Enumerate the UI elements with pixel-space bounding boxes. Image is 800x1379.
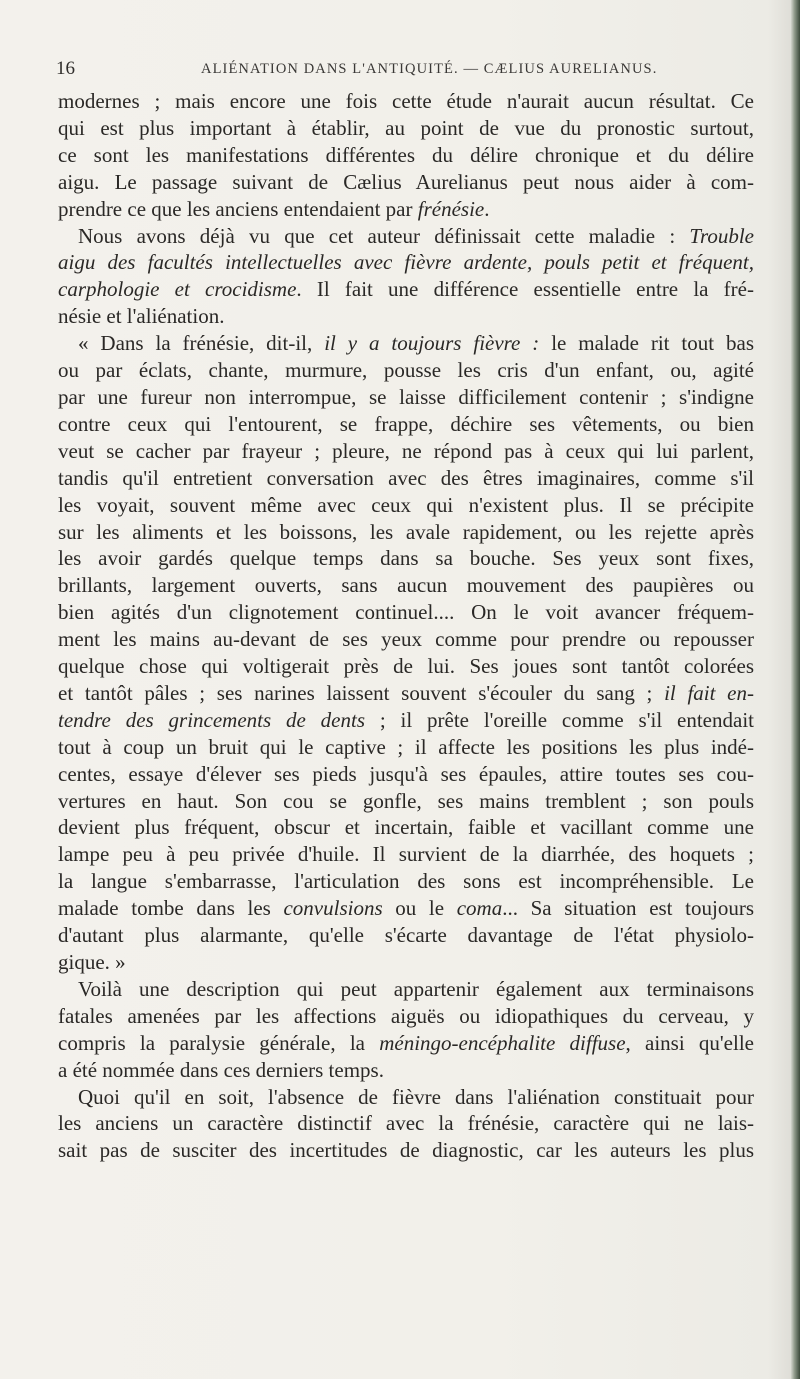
text-segment: les avoir gardés quelque temps dans sa bouche. Ses yeux sont fixes, [58,546,754,571]
text-segment: compris la paralysie générale, la [58,1030,380,1055]
text-line [58,1137,754,1164]
text-line [58,276,754,303]
text-segment: tout à coup un bruit qui le captive ; il affecte les positions les plus indé- [58,734,754,759]
text-segment: « Dans la frénésie, dit-il, [78,331,325,356]
text-line [58,545,754,572]
text-line [58,761,754,788]
text-line [58,626,754,653]
text-segment: bien agités d'un clignotement continuel.... On le voit avancer fréquem- [58,600,754,625]
text-segment: Nous avons déjà vu que cet auteur définissait cette maladie : [78,223,690,248]
text-line [58,519,754,546]
text-line [58,680,754,707]
text-segment: quelque chose qui voltigerait près de lui. Ses joues sont tantôt colorées [58,654,754,679]
text-segment: modernes ; mais encore une fois cette étude n'aurait aucun résultat. Ce [58,89,754,113]
text-line [58,88,754,115]
text-line [58,115,754,142]
text-line [58,922,754,949]
body-text [58,88,754,1164]
text-segment: gique. » [58,950,126,974]
text-line [58,465,754,492]
italic-text: aigu des facultés intellectuelles avec fièvre ardente, pouls petit et fréquent, [58,250,754,275]
text-line [58,868,754,895]
text-line [58,492,754,519]
text-segment: Voilà une description qui peut appartenir également aux terminaisons [78,976,754,1001]
text-line [58,788,754,815]
text-segment: malade tombe dans les [58,896,284,921]
italic-text: méningo-encéphalite diffuse [379,1030,626,1055]
text-segment: vertures en haut. Son cou se gonfle, ses mains tremblent ; son pouls [58,788,754,813]
text-line [58,653,754,680]
text-segment: d'autant plus alarmante, qu'elle s'écarte davantage de l'état physiolo- [58,923,754,948]
italic-text: coma [456,896,503,921]
text-segment: et tantôt pâles ; ses narines laissent souvent s'écouler du sang ; [58,680,665,705]
text-line [58,841,754,868]
text-segment: tandis qu'il entretient conversation avec des êtres imaginaires, comme s'il [58,465,754,490]
italic-text: il fait en- [664,680,754,705]
text-segment: lampe peu à peu privée d'huile. Il survient de la diarrhée, des hoquets ; [58,842,754,867]
text-segment: les voyait, souvent même avec ceux qui n'existent plus. Il se précipite [58,492,754,517]
text-segment: le malade rit tout bas [539,331,754,356]
text-line [58,142,754,169]
text-segment: a été nommée dans ces derniers temps. [58,1057,384,1082]
text-line [58,438,754,465]
text-segment: . Il fait une différence essentielle entre la fré- [296,277,754,302]
text-segment: centes, essaye d'élever ses pieds jusqu'à ses épaules, attire toutes ses cou- [58,761,754,786]
text-line [58,734,754,761]
text-line [58,1003,754,1030]
text-segment: . [484,196,490,221]
italic-text: frénésie [417,196,485,221]
text-segment: les anciens un caractère distinctif avec la frénésie, caractère qui ne lais- [58,1111,754,1136]
running-head: ALIÉNATION DANS L'ANTIQUITÉ. — CÆLIUS AURELIANUS. [201,61,658,77]
italic-text: convulsions [283,896,383,921]
text-line [58,169,754,196]
text-line [58,249,754,276]
text-line [58,223,754,250]
text-segment: aigu. Le passage suivant de Cælius Aurelianus peut nous aider à com- [58,169,754,194]
text-segment: ce sont les manifestations différentes du délire chronique et du délire [58,142,754,167]
text-segment: qui est plus important à établir, au point de vue du pronostic surtout, [58,115,754,140]
text-segment: fatales amenées par les affections aiguës ou idiopathiques du cerveau, y [58,1003,754,1028]
text-segment: prendre ce que les anciens entendaient par [58,196,418,221]
text-line [58,949,754,976]
text-segment: , ainsi qu'elle [625,1030,754,1055]
text-line [58,1030,754,1057]
text-line [58,1057,754,1084]
italic-text: tendre des grincements de dents [58,707,365,732]
italic-text: il y a toujours fièvre : [324,331,540,356]
text-segment: veut se cacher par frayeur ; pleure, ne répond pas à ceux qui lui parlent, [58,438,754,463]
text-line [58,707,754,734]
text-line [58,1110,754,1137]
page-number: 16 [56,58,75,79]
text-line [58,303,754,330]
text-segment: sur les aliments et les boissons, les avale rapidement, ou les rejette après [58,519,754,544]
text-segment: ... Sa situation est toujours [502,896,754,921]
text-segment: par une fureur non interrompue, se laisse difficilement contenir ; s'indigne [58,384,754,409]
text-segment: devient plus fréquent, obscur et incertain, faible et vacillant comme une [58,815,754,840]
text-segment: brillants, largement ouverts, sans aucun mouvement des paupières ou [58,573,754,598]
text-line [58,814,754,841]
text-segment: ; il prête l'oreille comme s'il entendait [365,707,754,732]
text-segment: Quoi qu'il en soit, l'absence de fièvre dans l'aliénation constituait pour [78,1084,754,1109]
text-line [58,196,754,223]
italic-text: carphologie et crocidisme [58,277,297,302]
text-line [58,895,754,922]
text-segment: contre ceux qui l'entourent, se frappe, déchire ses vêtements, ou bien [58,411,754,436]
text-segment: la langue s'embarrasse, l'articulation des sons est incompréhensible. Le [58,869,754,894]
page-edge [790,0,800,1379]
text-segment: ment les mains au-devant de ses yeux comme pour prendre ou repousser [58,627,754,652]
page-header [56,58,756,88]
text-segment: sait pas de susciter des incertitudes de diagnostic, car les auteurs les plus [58,1138,754,1163]
text-line [58,384,754,411]
text-line [58,1084,754,1111]
text-line [58,599,754,626]
text-segment: ou le [382,896,457,921]
text-line [58,976,754,1003]
text-line [58,330,754,357]
text-segment: nésie et l'aliénation. [58,304,225,329]
text-line [58,411,754,438]
italic-text: Trouble [689,223,754,248]
text-segment: ou par éclats, chante, murmure, pousse les cris d'un enfant, ou, agité [58,358,754,383]
text-line [58,572,754,599]
text-line [58,357,754,384]
